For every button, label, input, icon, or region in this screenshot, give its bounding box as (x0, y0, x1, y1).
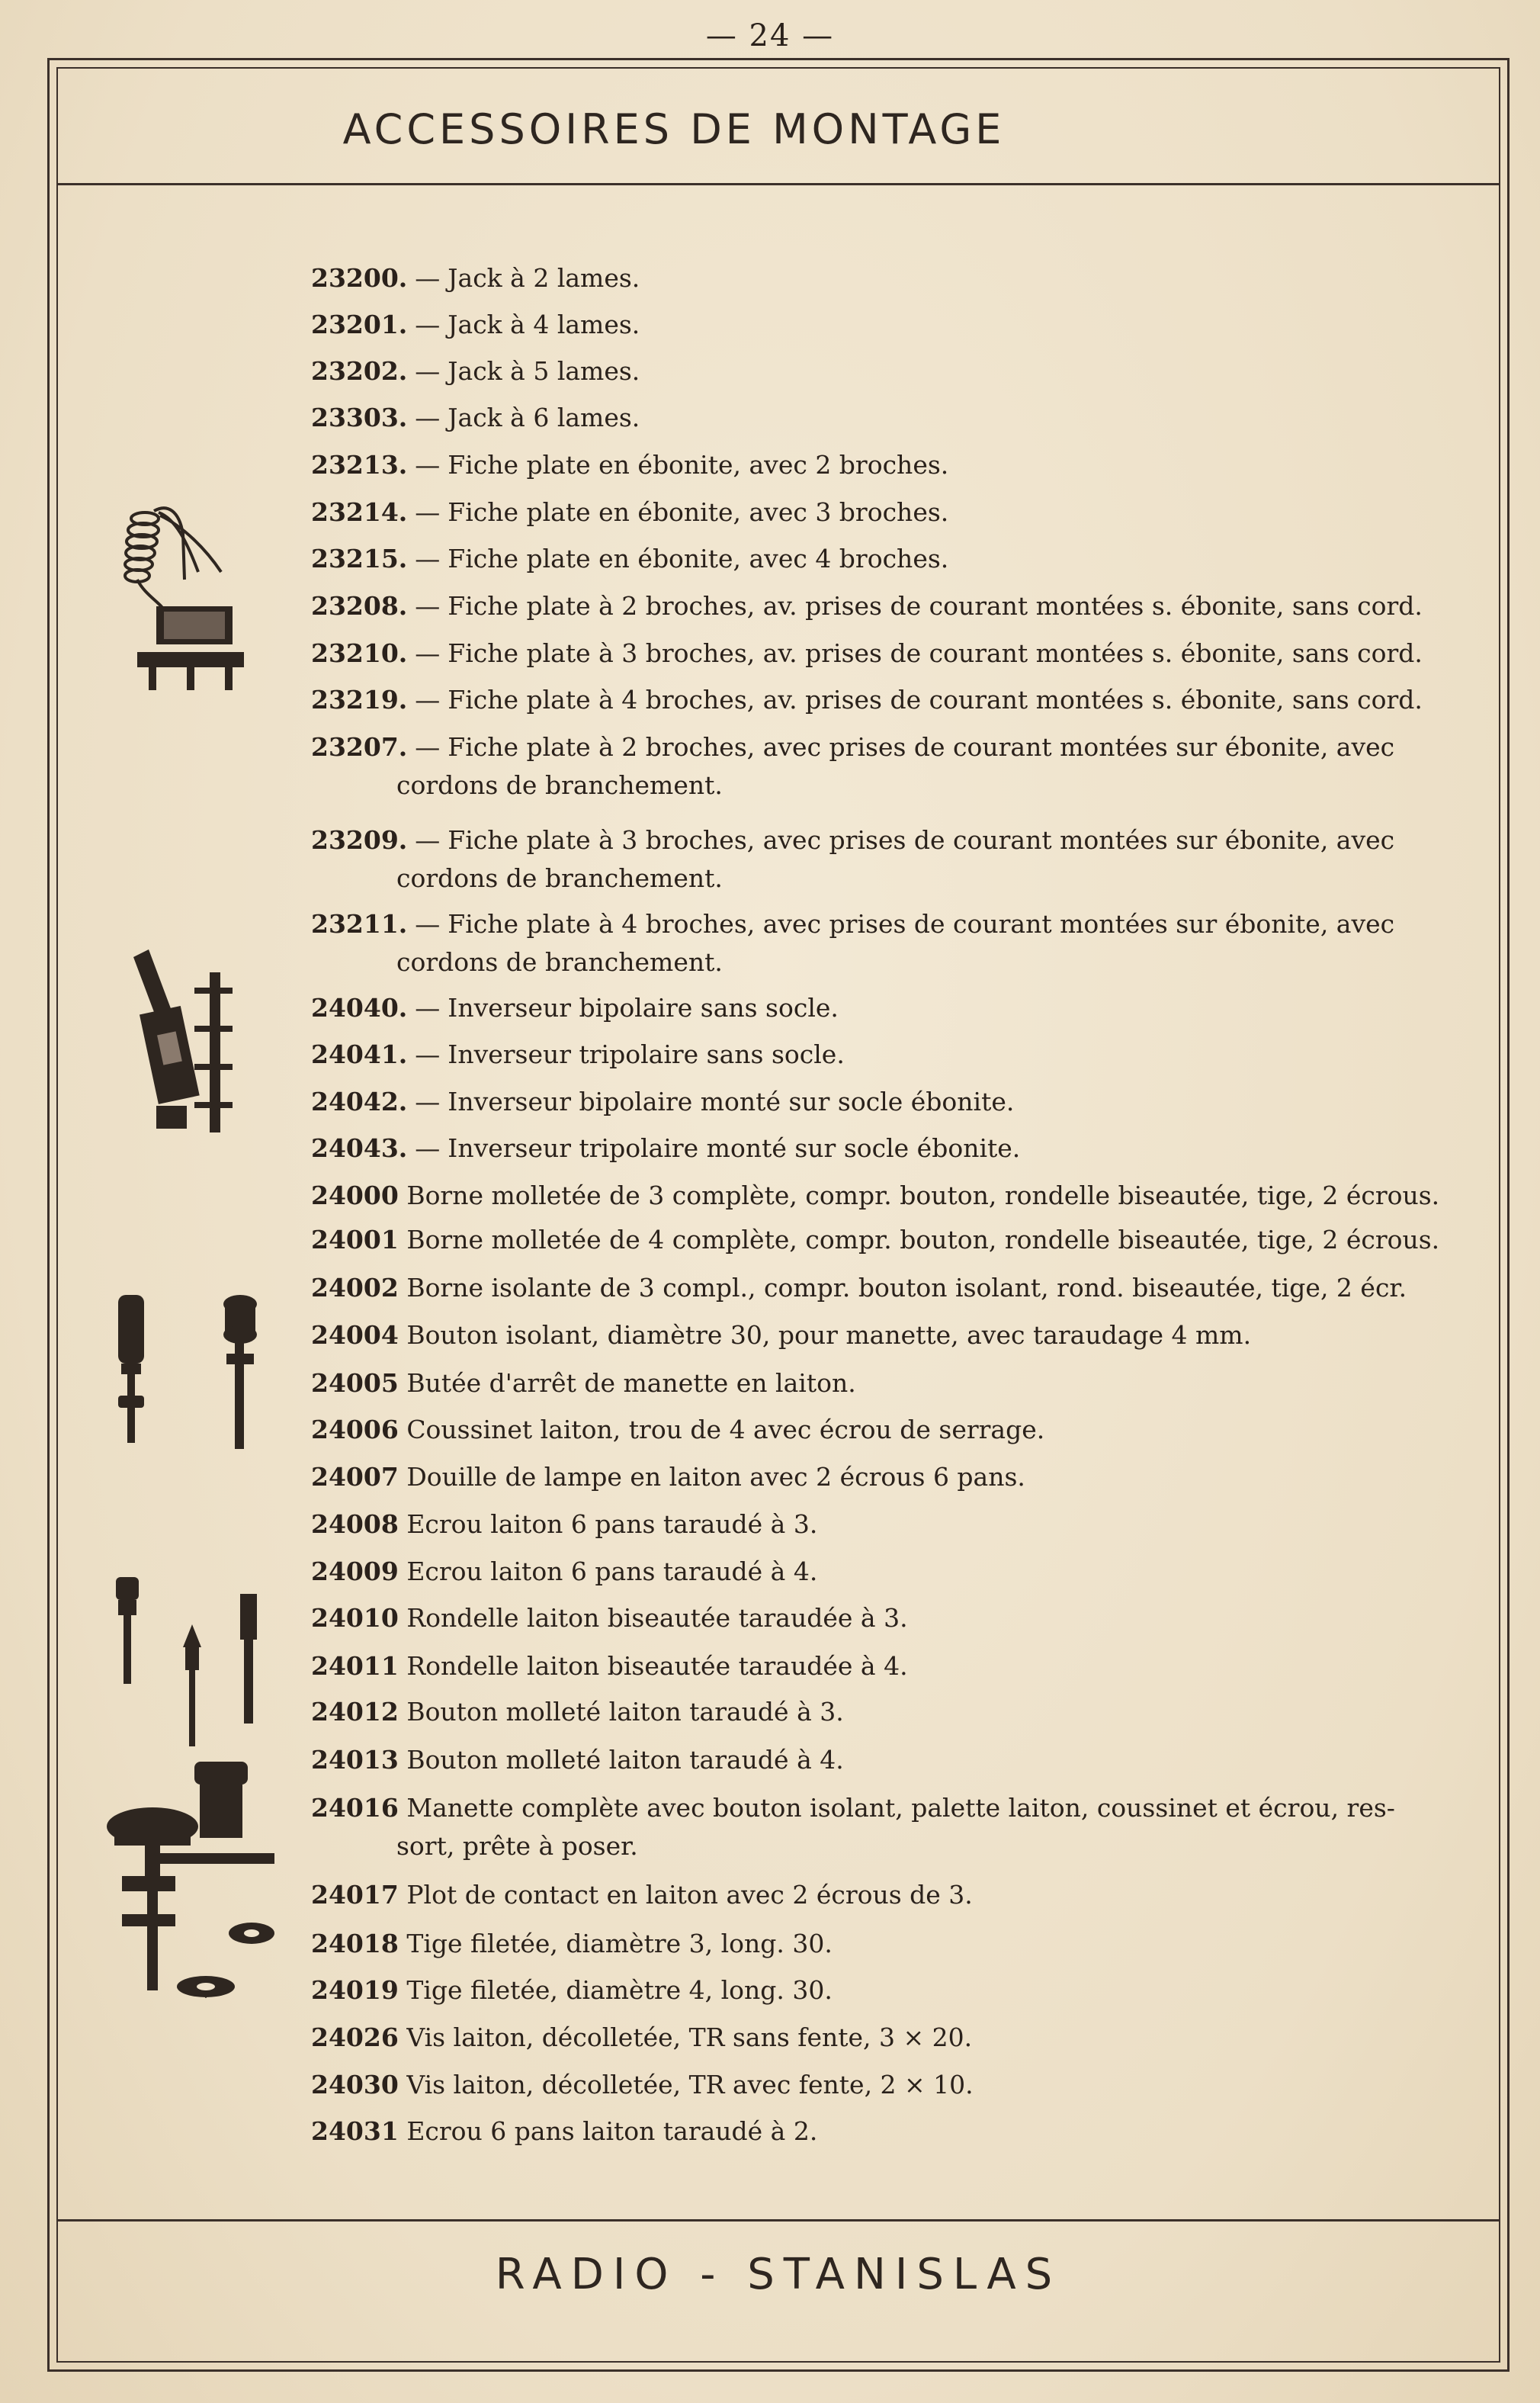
catalog-item (311, 634, 1447, 673)
item-description: Ecrou laiton 6 pans taraudé à 4. (406, 1556, 818, 1586)
item-code: 24007 (311, 1462, 399, 1492)
catalog-item (311, 728, 1447, 800)
item-description: Tige filetée, diamètre 4, long. 30. (406, 1975, 833, 2005)
item-description: Jack à 4 lames. (448, 310, 640, 339)
catalog-item (311, 1505, 1447, 1544)
item-description: Bouton molleté laiton taraudé à 3. (406, 1697, 844, 1727)
item-dash: — (415, 732, 441, 762)
catalog-item (311, 1036, 1447, 1074)
item-code: 24002 (311, 1273, 399, 1303)
item-description: Inverseur bipolaire monté sur socle ébonite. (448, 1087, 1015, 1116)
item-code: 23207. (311, 732, 408, 762)
item-code: 23208. (311, 591, 408, 621)
item-description: Jack à 5 lames. (448, 356, 640, 386)
catalog-item (311, 1553, 1447, 1591)
catalog-item (311, 905, 1447, 977)
item-description: Plot de contact en laiton avec 2 écrous de 3. (406, 1880, 973, 1910)
item-code: 24004 (311, 1320, 399, 1350)
catalog-item (311, 1693, 1447, 1731)
item-description: Inverseur tripolaire monté sur socle ébonite. (448, 1133, 1021, 1163)
catalog-item (311, 493, 1447, 532)
item-code: 23215. (311, 544, 408, 573)
item-description: Rondelle laiton biseautée taraudée à 3. (406, 1603, 908, 1633)
plug-with-cords-illustration (114, 488, 259, 694)
catalog-item (311, 2019, 1447, 2057)
item-code: 24030 (311, 2070, 399, 2099)
item-code: 23210. (311, 638, 408, 668)
item-dash: — (415, 993, 441, 1023)
catalog-item (311, 1925, 1447, 1963)
footer-rule (56, 2219, 1500, 2221)
item-code: 24010 (311, 1603, 399, 1633)
catalog-item (311, 259, 1447, 297)
item-code: 24001 (311, 1225, 399, 1255)
item-description: Jack à 6 lames. (448, 403, 640, 432)
item-description: Tige filetée, diamètre 3, long. 30. (406, 1929, 833, 1958)
catalog-item (311, 1971, 1447, 2009)
item-code: 24009 (311, 1556, 399, 1586)
catalog-item (311, 446, 1447, 484)
item-code: 24011 (311, 1651, 399, 1681)
item-code: 24016 (311, 1793, 399, 1823)
catalog-item (311, 1876, 1447, 1914)
item-code: 24006 (311, 1415, 399, 1444)
catalog-item (311, 681, 1447, 719)
catalog-item (311, 1599, 1447, 1637)
item-description: Ecrou 6 pans laiton taraudé à 2. (406, 2116, 818, 2146)
item-description-continued: cordons de branchement. (396, 863, 723, 893)
item-dash: — (415, 1039, 441, 1069)
item-code: 24042. (311, 1087, 408, 1116)
catalog-item (311, 821, 1447, 893)
catalog-item (311, 989, 1447, 1027)
header-rule (56, 183, 1500, 185)
item-code: 24000 (311, 1181, 399, 1210)
item-description: Fiche plate en ébonite, avec 2 broches. (448, 450, 949, 480)
item-dash: — (415, 1087, 441, 1116)
catalog-item (311, 1316, 1447, 1354)
item-description: Fiche plate à 2 broches, av. prises de courant montées s. ébonite, sans cord. (448, 591, 1423, 621)
item-code: 23214. (311, 497, 408, 527)
item-description: Borne molletée de 3 complète, compr. bouton, rondelle biseautée, tige, 2 écrous. (406, 1181, 1440, 1210)
item-description-continued: sort, prête à poser. (396, 1831, 638, 1861)
item-description: Fiche plate à 3 broches, avec prises de courant montées sur ébonite, avec (448, 825, 1395, 855)
item-code: 24008 (311, 1509, 399, 1539)
item-code: 24031 (311, 2116, 399, 2146)
catalog-item (311, 1364, 1447, 1402)
item-code: 24040. (311, 993, 408, 1023)
item-dash: — (415, 825, 441, 855)
item-code: 23202. (311, 356, 408, 386)
item-description: Fiche plate à 4 broches, av. prises de courant montées s. ébonite, sans cord. (448, 685, 1423, 715)
nuts-and-washers-illustration (107, 1571, 282, 1998)
page-number: — 24 — (705, 18, 835, 53)
item-description: Butée d'arrêt de manette en laiton. (406, 1368, 856, 1398)
item-description: Borne isolante de 3 compl., compr. bouton isolant, rond. biseautée, tige, 2 écr. (406, 1273, 1407, 1303)
catalog-item (311, 352, 1447, 390)
item-description: Inverseur tripolaire sans socle. (448, 1039, 845, 1069)
terminal-posts-illustration (111, 1289, 271, 1464)
catalog-item (311, 1741, 1447, 1779)
item-description-continued: cordons de branchement. (396, 770, 723, 800)
item-description: Fiche plate à 4 broches, avec prises de courant montées sur ébonite, avec (448, 909, 1395, 939)
item-dash: — (415, 909, 441, 939)
item-dash: — (415, 403, 441, 432)
item-dash: — (415, 638, 441, 668)
item-dash: — (415, 356, 441, 386)
item-description: Vis laiton, décolletée, TR avec fente, 2 × 10. (406, 2070, 974, 2099)
item-code: 23201. (311, 310, 408, 339)
item-code: 23213. (311, 450, 408, 480)
item-code: 24019 (311, 1975, 399, 2005)
item-description: Fiche plate en ébonite, avec 3 broches. (448, 497, 949, 527)
catalog-item (311, 1789, 1447, 1861)
item-code: 24018 (311, 1929, 399, 1958)
item-description: Bouton isolant, diamètre 30, pour manette, avec taraudage 4 mm. (406, 1320, 1252, 1350)
catalog-item (311, 1083, 1447, 1121)
item-code: 23209. (311, 825, 408, 855)
item-description: Jack à 2 lames. (448, 263, 640, 293)
catalog-item (311, 1411, 1447, 1449)
item-code: 24017 (311, 1880, 399, 1910)
catalog-item (311, 1458, 1447, 1496)
company-footer: RADIO - STANISLAS (495, 2250, 1062, 2299)
item-description: Inverseur bipolaire sans socle. (448, 993, 839, 1023)
item-code: 24041. (311, 1039, 408, 1069)
item-code: 24012 (311, 1697, 399, 1727)
item-description: Fiche plate à 2 broches, avec prises de courant montées sur ébonite, avec (448, 732, 1395, 762)
item-code: 23211. (311, 909, 408, 939)
item-dash: — (415, 497, 441, 527)
catalog-item (311, 540, 1447, 578)
item-dash: — (415, 310, 441, 339)
item-dash: — (415, 1133, 441, 1163)
page-title: ACCESSOIRES DE MONTAGE (342, 105, 1006, 153)
item-description: Ecrou laiton 6 pans taraudé à 3. (406, 1509, 818, 1539)
item-code: 23200. (311, 263, 408, 293)
item-dash: — (415, 685, 441, 715)
catalog-item (311, 1647, 1447, 1685)
item-description: Fiche plate à 3 broches, av. prises de courant montées s. ébonite, sans cord. (448, 638, 1423, 668)
item-dash: — (415, 263, 441, 293)
catalog-item (311, 1269, 1447, 1307)
item-dash: — (415, 450, 441, 480)
item-dash: — (415, 591, 441, 621)
item-description: Fiche plate en ébonite, avec 4 broches. (448, 544, 949, 573)
catalog-item (311, 2066, 1447, 2104)
item-description: Vis laiton, décolletée, TR sans fente, 3 × 20. (406, 2022, 973, 2052)
item-code: 23303. (311, 403, 408, 432)
item-description: Douille de lampe en laiton avec 2 écrous 6 pans. (406, 1462, 1025, 1492)
catalog-item (311, 2112, 1447, 2151)
item-description: Manette complète avec bouton isolant, palette laiton, coussinet et écrou, res- (406, 1793, 1395, 1823)
switch-illustration (118, 942, 248, 1155)
item-code: 24026 (311, 2022, 399, 2052)
item-dash: — (415, 544, 441, 573)
item-description: Rondelle laiton biseautée taraudée à 4. (406, 1651, 908, 1681)
item-code: 24043. (311, 1133, 408, 1163)
catalog-item (311, 399, 1447, 437)
item-description-continued: cordons de branchement. (396, 947, 723, 977)
item-code: 24013 (311, 1745, 399, 1775)
item-description: Coussinet laiton, trou de 4 avec écrou de serrage. (406, 1415, 1045, 1444)
catalog-item (311, 1221, 1447, 1259)
catalog-item (311, 1177, 1447, 1215)
item-code: 23219. (311, 685, 408, 715)
item-description: Borne molletée de 4 complète, compr. bouton, rondelle biseautée, tige, 2 écrous. (406, 1225, 1440, 1255)
item-code: 24005 (311, 1368, 399, 1398)
catalog-item (311, 587, 1447, 625)
catalog-item (311, 1129, 1447, 1168)
item-description: Bouton molleté laiton taraudé à 4. (406, 1745, 844, 1775)
catalog-item (311, 306, 1447, 344)
